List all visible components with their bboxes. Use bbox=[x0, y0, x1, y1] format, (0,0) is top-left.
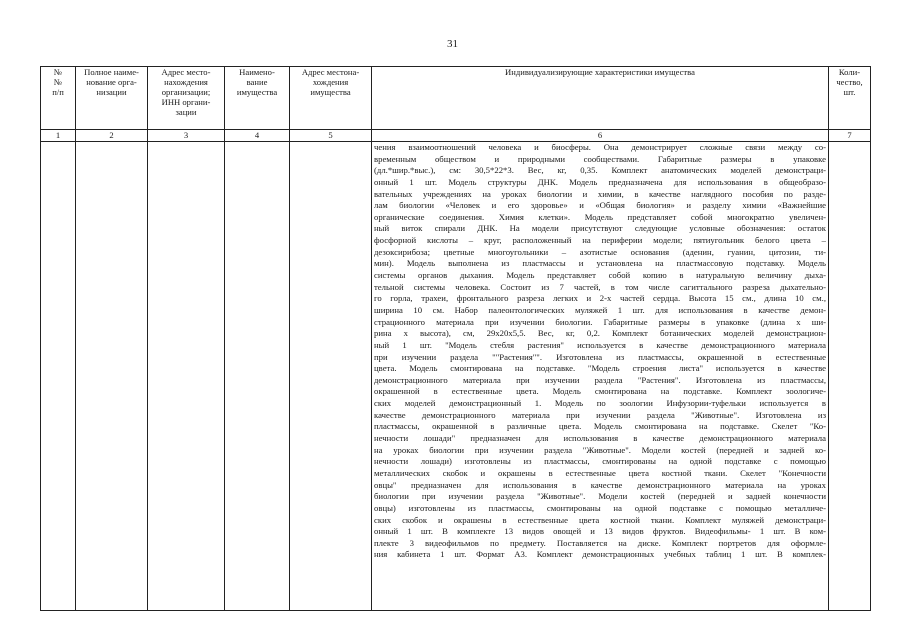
header-text: Адрес местона- хождения имущества bbox=[301, 67, 360, 97]
cell-quantity bbox=[829, 142, 871, 611]
description-line: на уроках биологии при изучении раздела "Животные". Модели костей (передней и задней ко- bbox=[374, 444, 826, 455]
description-line: чения взаимоотношений человека и биосферы. Она демонстрирует сложные связи между со- bbox=[374, 142, 826, 152]
table-row bbox=[41, 142, 871, 611]
description-line: тельной системы человека. Состоит из 7 частей, в том числе сагиттального разреза дыхательно- bbox=[374, 281, 826, 292]
description-line: нечности лошади) изготовлены из пластмассы, смонтированы на одной подставке с помощью bbox=[374, 456, 826, 467]
cell-characteristics bbox=[372, 142, 829, 611]
header-cell bbox=[41, 67, 76, 130]
description-line: ских скобок и окрашены в естественные цвета костной ткани. Комплект муляжей демонстраци- bbox=[374, 514, 826, 525]
header-text: Полное наиме- нование орга- низации bbox=[84, 67, 139, 97]
cell-property-address bbox=[290, 142, 372, 611]
description-line: биологии при изучении раздела "Животные". Модели костей (передней и задней конечности bbox=[374, 491, 826, 502]
column-number: 5 bbox=[290, 130, 372, 142]
description-line: демонстрационного материала при изучении раздела "Растения". Изготовлена из пластмассы, bbox=[374, 374, 826, 385]
description-line: го горла, трахеи, фронтального разреза легких и 2-х частей сердца. Высота 15 см., длина 10 см., bbox=[374, 293, 826, 304]
column-number: 6 bbox=[372, 130, 829, 142]
description-line: органические соединения. Химия клетки». Модель представляет собой многократно увеличен- bbox=[374, 211, 826, 222]
description-line: плекте 3 видеофильмов по предмету. Поставляется на диске. Комплект портретов для оформле- bbox=[374, 537, 826, 548]
description-line: вательных учреждениях на уроках биологии и химии, в качестве наглядного пособия по разде- bbox=[374, 188, 826, 199]
cell-property-name bbox=[225, 142, 290, 611]
description-line: ских моделей демонстрационный 1. Модель по зоологии Инфузории-туфельки используется в bbox=[374, 398, 826, 409]
description-line: ный виток спирали ДНК. На модели присутствуют следующие условные обозначения: остаток bbox=[374, 223, 826, 234]
description-line: овцы" предназначен для использования в качестве демонстрационного материала на уроках bbox=[374, 479, 826, 490]
column-number: 1 bbox=[41, 130, 76, 142]
cell-organization-address bbox=[148, 142, 225, 611]
description-line: ширина 10 см. Набор палеонтологических муляжей 1 шт. для использования в качестве демон- bbox=[374, 304, 826, 315]
description-line: качестве демонстрационного материала при изучении раздела "Животные". Изготовлена из bbox=[374, 409, 826, 420]
header-cell bbox=[76, 67, 148, 130]
description-line: временным обществом и природными сообществами. Габаритные размеры в упаковке bbox=[374, 153, 826, 164]
description-line: при изучении раздела ""Растения"". Изготовлена из пластмассы, окрашенной в естественные bbox=[374, 351, 826, 362]
page-number: 31 bbox=[447, 38, 458, 50]
header-text: Индивидуализирующие характеристики имущества bbox=[505, 67, 695, 77]
column-number: 4 bbox=[225, 130, 290, 142]
description-line: (дл.*шир.*выс.), см: 30,5*22*3. Вес, кг, 0,35. Комплект анатомических моделей демонстраци- bbox=[374, 165, 826, 176]
description-line: фосфорной кислоты – круг, расположенный на периферии модели; пятиугольник белого цвета – bbox=[374, 235, 826, 246]
column-number-row bbox=[41, 130, 871, 142]
description-line: дезоксирибоза; цветные многоугольники – азотистые основания (аденин, гуанин, цитозин, ти- bbox=[374, 246, 826, 257]
description-line: лам биологии «Человек и его здоровье» и «Общая биология» и разделу химии «Важнейшие bbox=[374, 200, 826, 211]
header-cell bbox=[290, 67, 372, 130]
column-number: 7 bbox=[829, 130, 871, 142]
header-cell bbox=[148, 67, 225, 130]
cell-organization bbox=[76, 142, 148, 611]
header-cell bbox=[372, 67, 829, 130]
cell-number bbox=[41, 142, 76, 611]
header-cell bbox=[225, 67, 290, 130]
description-line: онный 1 шт. Модель структуры ДНК. Модель предназначена для использования в общеобразо- bbox=[374, 176, 826, 187]
description-line: страционного материала при изучении биологии. Габаритные размеры в упаковке (длина х ши- bbox=[374, 316, 826, 327]
description-line: окрашенной в естественные цвета. Модель смонтирована на подставке. Комплект зоологиче- bbox=[374, 386, 826, 397]
description-line: пластмассы, окрашенной в различные цвета. Модель смонтирована на подставке. Скелет "Ко- bbox=[374, 421, 826, 432]
description-line: ный 1 шт. "Модель стебля растения" используется в качестве демонстрационного материала bbox=[374, 339, 826, 350]
header-text: Наимено- вание имущества bbox=[236, 67, 278, 97]
description-line: мин). Модель выполнена из пластмассы и установлена на пластмассовую подставку. Модель bbox=[374, 258, 826, 269]
description-line: металлических скобок и окрашены в естественные цвета костной ткани. Скелет "Конечности bbox=[374, 467, 826, 478]
column-number: 2 bbox=[76, 130, 148, 142]
description-line: нечности лошади" предназначен для использования в качестве демонстрационного материала bbox=[374, 433, 826, 444]
description-line: системы органов дыхания. Модель представляет собой копию в натуральную величину дыха- bbox=[374, 270, 826, 281]
description-line: рина х высота), см, 29х20х5,5. Вес, кг, 0,2. Комплект ботанических моделей демонстрацион- bbox=[374, 328, 826, 339]
column-number: 3 bbox=[148, 130, 225, 142]
description-line: овцы) изготовлены из пластмассы, смонтированы на одной подставке с помощью металличе- bbox=[374, 502, 826, 513]
property-table bbox=[40, 66, 871, 611]
header-text: Коли- чество, шт. bbox=[836, 67, 863, 97]
header-row bbox=[41, 67, 871, 130]
description-line: ния кабинета 1 шт. Формат А3. Комплект демонстрационных учебных таблиц 1 шт. В комплек- bbox=[374, 549, 826, 560]
header-text: № № п/п bbox=[52, 67, 64, 97]
header-text: Адрес место- нахождения организации; ИНН органи- зации bbox=[161, 67, 211, 117]
description-line: онный 1 шт. В комплекте 13 видов овощей и 13 видов фруктов. Видеофильмы- 1 шт. В ком- bbox=[374, 526, 826, 537]
header-cell bbox=[829, 67, 871, 130]
description-line: цвета. Модель смонтирована на подставке. "Модель строения листа" используется в качестве bbox=[374, 363, 826, 374]
